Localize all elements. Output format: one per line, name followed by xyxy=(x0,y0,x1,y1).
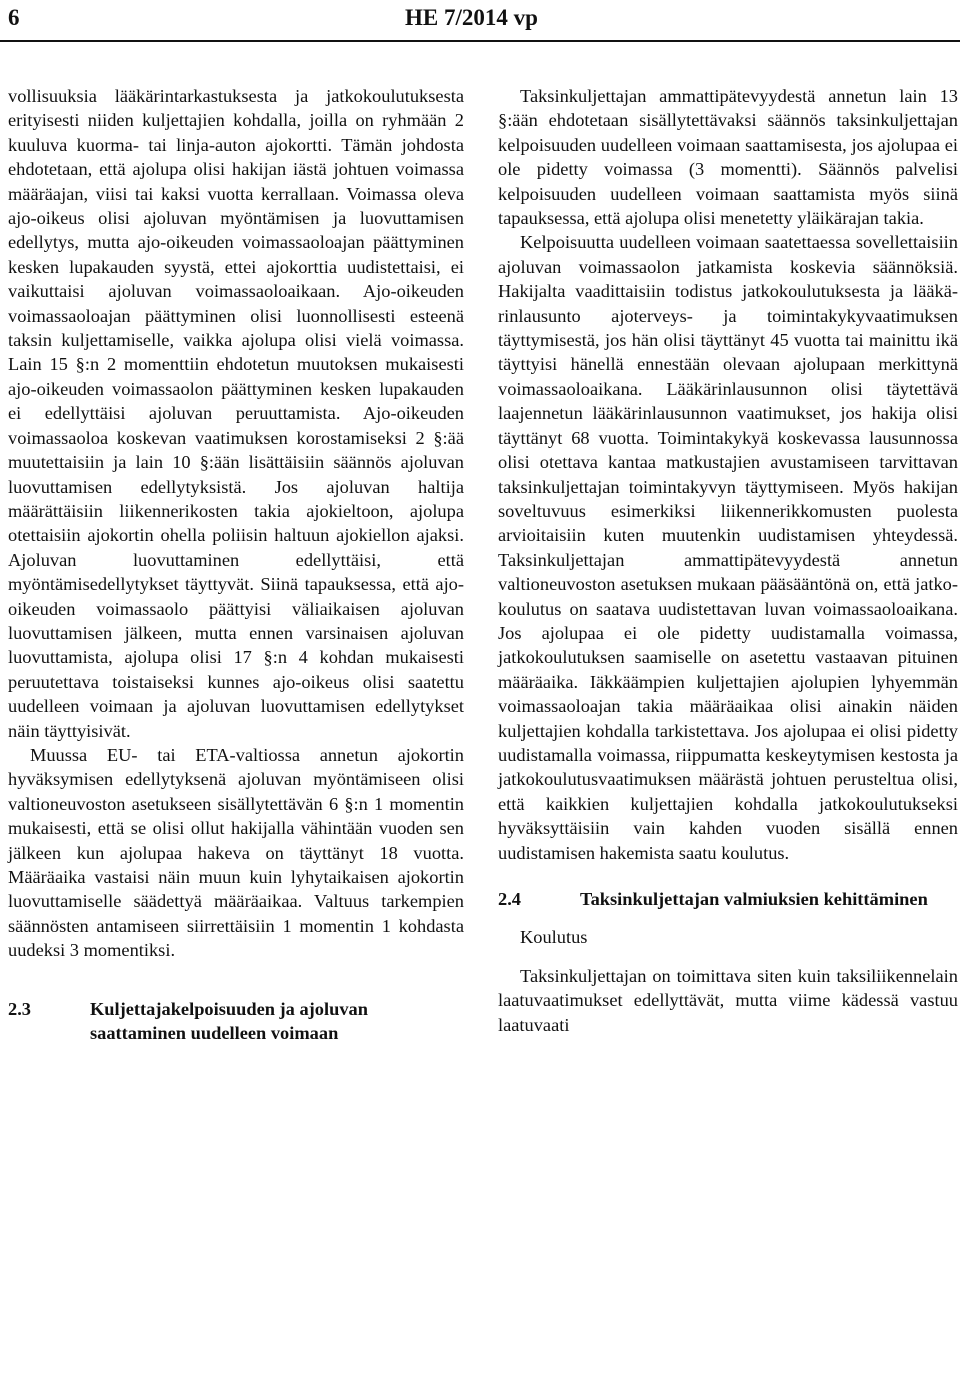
section-heading-2-4 xyxy=(498,887,958,911)
left-paragraph-1: vollisuuksia lääkärintarkastuksesta ja jatkokoulutuksesta erityisesti niiden kuljettajien kohdalla, joilla on ryhmään 2 kuuluva kuorma- tai linja-auton ajokortti. Tämän johdosta ehdotetaan, että ajolupa olisi hakijan iästä johtuen voimassa määräajan, viisi tai kaksi vuotta kerrallaan. Voimassa oleva ajo-oikeus olisi ajoluvan myöntämisen ja luovuttamisen edellytys, mutta ajo-oikeuden voimassaoloajan päättyminen kesken lupakauden syystä, ettei ajokorttia uudistettaisi, ei vaikuttaisi ajoluvan voimassaoloaikaan. Ajo-oikeuden voimassaoloajan päättyminen olisi luonnollisesti esteenä taksin kuljettamiselle, vaikka ajolupa olisi vielä voimassa. Lain 15 §:n 2 momenttiin ehdotetun muutoksen mukaisesti ajo-oikeuden voimassaolon päättyminen kesken lupakauden ei edellyttäisi ajoluvan peruuttamista. Ajo-oikeuden voimassaoloa koskevan vaatimuksen korostamiseksi 2 §:ää muutettaisiin ja lain 10 §:ään lisättäisiin säännös ajoluvan luovuttamisen edellytyksistä. Jos ajoluvan haltija määrättäisiin liikennerikosten takia ajokieltoon, ajolupa otettaisiin ajokortin ohella poliisin haltuun ajokiellon ajaksi. Ajoluvan luovuttaminen edellyttäisi, että myöntämisedellytykset täyttyvät. Siinä tapauksessa, että ajo-oikeuden voimassaolo päättyisi väliaikaisen ajoluvan luovuttamisen jälkeen, mutta ennen varsinaisen ajoluvan luovuttamista, ajolupa olisi 17 §:n 4 kohdan mukaisesti peruutettava toistaiseksi kunnes ajo-oikeus olisi saatettu uudelleen voimaan ja ajoluvan luovuttamisen edellytykset näin täyttyisivät. xyxy=(8,86,464,741)
section-title: Taksinkuljettajan valmiuksien kehittäminen xyxy=(580,889,928,909)
section-number: 2.4 xyxy=(498,889,521,909)
spacer xyxy=(498,865,958,887)
left-column xyxy=(8,84,464,1045)
right-column xyxy=(498,84,958,1037)
section-title: Kuljettajakelpoisuuden ja ajoluvan saattaminen uudelleen voimaan xyxy=(90,998,368,1044)
document-id: HE 7/2014 vp xyxy=(405,5,538,30)
spacer xyxy=(8,963,464,997)
right-paragraph-3: Taksinkuljettajan on toimittava siten kuin taksiliikennelain laatuvaatimukset edellyttävät, mutta viime kädessä vastuu laatuvaati xyxy=(498,965,958,1035)
right-paragraph-2: Kelpoisuutta uudelleen voimaan saatettaessa sovellettaisiin ajoluvan voimassaolon jatkamista koskevia säännöksiä. Hakijalta vaadittaisiin todistus jatkokoulutuksesta ja lääkärinlausunto ajoterveys- ja toimintakykyvaatimuksen täyttymisestä, jos hän olisi täyttänyt 45 vuotta tai mainittu ikä täyttyisi hänellä ennestään olevaan ajolupaan merkittynä voimassaoloaikana. Lääkärinlausunnon olisi täytettävä laajennetun lääkärinlausunnon vaatimukset, jos hakija olisi täyttänyt 68 vuotta. Toimintakykyä koskevassa lausunnossa olisi otettava kantaa matkustajien avustamiseen tarvittavan taksinkuljettajan toimintakyvyn täyttymiseen. Myös hakijan soveltuvuus esimerkiksi liikennerikkomusten puolesta arvioitaisiin kuten muutenkin uudistamisen yhteydessä. Taksinkuljettajan ammattipätevyydestä annetun valtioneuvoston asetuksen mukaan pääsääntönä on, että jatkokoulutus on saatava uudistettavan luvan voimassaoloaikana. Jos ajolupaa ei ole pidetty uudistamalla voimassa, jatkokoulutuksen saamiselle on asetettu vastaavan pituinen määräaika. Iäkkäämpien kuljettajien ajolupien lyhyemmän voimassaoloajan takia määräaikaa olisi ainakin näiden kuljettajien kohdalla tarkistettava. Jos ajolupaa ei olisi pidetty uudistamalla voimassa, riippumatta keskeytymisen kestosta ja jatkokoulutusvaatimuksen määrästä johtuen perusteltua olisi, että kaikkien kuljettajien kohdalla jatkokoulutukseksi hyväksyttäisiin vain kahden vuoden sisällä ennen uudistamisen hakemista saatu koulutus. xyxy=(498,232,958,863)
page-header xyxy=(0,0,960,50)
section-heading-2-3 xyxy=(8,997,464,1046)
section-number: 2.3 xyxy=(8,998,31,1019)
right-paragraph-1: Taksinkuljettajan ammattipätevyydestä annetun lain 13 §:ään ehdotetaan sisällytettävaksi säännös taksinkuljettajan kelpoisuuden uudelleen voimaan saattamisesta, jos ajolupaa ei ole pidetty voimassa (3 momentti). Säännös palvelisi kelpoisuuden uudelleen voimaan saattamista myös siinä tapauksessa, että ajolupa olisi menetetty yläikärajan takia. xyxy=(498,86,958,229)
spacer xyxy=(498,950,958,964)
page-number: 6 xyxy=(8,5,20,30)
subheading: Koulutus xyxy=(520,927,588,948)
left-paragraph-2: Muussa EU- tai ETA-valtiossa annetun ajokortin hyväksymisen edellytyksenä ajoluvan myöntämiseen olisi valtioneuvoston asetukseen sisällytettävän 6 §:n 1 momentin mukaisesti, että se olisi ollut hakijalla vähintään vuoden sen jälkeen kun ajolupaa hakeva on täyttänyt 18 vuotta. Määräaika vastaisi näin muun kuin lyhytaikaisen ajokortin luovuttamiselle säädettyä määräaikaa. Valtuus tarkempien säännösten antamiseen siirrettäisiin 1 momentin 1 kohdasta uudeksi 3 momentiksi. xyxy=(8,744,464,961)
spacer xyxy=(498,911,958,925)
header-rule xyxy=(0,40,960,42)
